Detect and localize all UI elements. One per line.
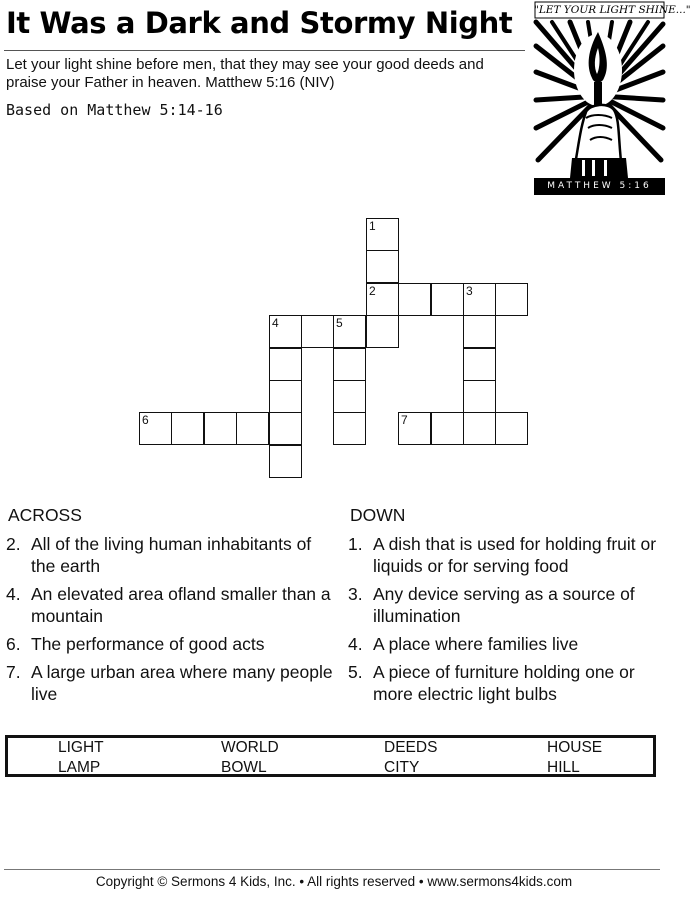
cell-clue-number: 1 — [369, 219, 376, 233]
clue-text: A dish that is used for holding fruit or liquids or for serving food — [373, 534, 657, 576]
crossword-cell[interactable] — [269, 445, 302, 478]
crossword-cell[interactable] — [366, 283, 399, 316]
crossword-cell[interactable] — [463, 315, 496, 348]
clue-number: 2. — [6, 534, 21, 554]
clue-item — [348, 583, 668, 627]
crossword-cell[interactable] — [366, 250, 399, 283]
crossword-cell[interactable] — [333, 380, 366, 413]
cell-clue-number: 3 — [466, 284, 473, 298]
logo-caption: "LET YOUR LIGHT SHINE..." — [534, 4, 691, 16]
cell-clue-number: 5 — [336, 316, 343, 330]
across-clue-list — [6, 533, 336, 705]
crossword-cell[interactable] — [366, 315, 399, 348]
crossword-cell[interactable] — [301, 315, 334, 348]
clue-text: The performance of good acts — [31, 634, 265, 654]
clue-text: All of the living human inhabitants of the earth — [31, 534, 312, 576]
word-bank — [5, 735, 656, 777]
clue-number: 5. — [348, 662, 363, 682]
clue-item — [348, 661, 668, 705]
cell-clue-number: 6 — [142, 413, 149, 427]
crossword-cell[interactable] — [463, 348, 496, 381]
clue-text: Any device serving as a source of illumination — [373, 584, 635, 626]
crossword-cell[interactable] — [269, 348, 302, 381]
crossword-cell[interactable] — [398, 283, 431, 316]
crossword-cell[interactable] — [333, 348, 366, 381]
crossword-cell[interactable] — [333, 412, 366, 445]
crossword-cell[interactable] — [139, 412, 172, 445]
crossword-cell[interactable] — [463, 283, 496, 316]
footer-divider — [4, 869, 660, 870]
crossword-cell[interactable] — [463, 380, 496, 413]
logo-reference: MATTHEW 5:16 — [547, 181, 652, 191]
word-bank-item: LAMP — [58, 759, 101, 776]
crossword-cell[interactable] — [269, 315, 302, 348]
clue-text: An elevated area ofland smaller than a mountain — [31, 584, 331, 626]
clue-number: 6. — [6, 634, 21, 654]
crossword-cell[interactable] — [495, 283, 528, 316]
across-clues — [6, 503, 336, 711]
crossword-cell[interactable] — [333, 315, 366, 348]
crossword-cell[interactable] — [431, 412, 464, 445]
down-clues — [348, 503, 668, 711]
crossword-cell[interactable] — [236, 412, 269, 445]
crossword-cell[interactable] — [366, 218, 399, 251]
clue-item — [6, 633, 336, 655]
crossword-cell[interactable] — [269, 412, 302, 445]
crossword-cell[interactable] — [398, 412, 431, 445]
crossword-cell[interactable] — [495, 412, 528, 445]
clue-text: A piece of furniture holding one or more electric light bulbs — [373, 662, 635, 704]
let-your-light-shine-logo — [534, 0, 691, 195]
clue-number: 4. — [6, 584, 21, 604]
title-divider — [4, 50, 525, 51]
page-title: It Was a Dark and Stormy Night — [6, 6, 513, 40]
word-bank-item: DEEDS — [384, 739, 438, 756]
cell-clue-number: 4 — [272, 316, 279, 330]
crossword-cell[interactable] — [431, 283, 464, 316]
clue-item — [6, 661, 336, 705]
word-bank-item: WORLD — [221, 739, 279, 756]
clue-item — [6, 583, 336, 627]
crossword-cell[interactable] — [204, 412, 237, 445]
clue-text: A large urban area where many people live — [31, 662, 333, 704]
word-bank-item: LIGHT — [58, 739, 104, 756]
cell-clue-number: 2 — [369, 284, 376, 298]
clue-number: 7. — [6, 662, 21, 682]
down-clue-list — [348, 533, 668, 705]
bible-verse: Let your light shine before men, that they may see your good deeds and praise your Father in heaven. Matthew 5:16 (NIV) — [6, 56, 484, 91]
clue-text: A place where families live — [373, 634, 579, 654]
copyright-footer: Copyright © Sermons 4 Kids, Inc. • All rights reserved • www.sermons4kids.com — [95, 874, 573, 889]
word-bank-item: HOUSE — [547, 739, 603, 756]
clue-item — [348, 533, 668, 577]
clue-item — [348, 633, 668, 655]
across-heading: ACROSS — [8, 505, 82, 525]
word-bank-item: BOWL — [221, 759, 267, 776]
word-bank-item: CITY — [384, 759, 420, 776]
clue-item — [6, 533, 336, 577]
clue-number: 3. — [348, 584, 363, 604]
word-bank-item: HILL — [547, 759, 580, 776]
crossword-cell[interactable] — [463, 412, 496, 445]
crossword-cell[interactable] — [171, 412, 204, 445]
crossword-cell[interactable] — [269, 380, 302, 413]
clue-number: 1. — [348, 534, 363, 554]
hand-candle-icon — [534, 0, 691, 195]
clue-number: 4. — [348, 634, 363, 654]
cell-clue-number: 7 — [401, 413, 408, 427]
scripture-reference: Based on Matthew 5:14-16 — [6, 101, 223, 119]
down-heading: DOWN — [350, 505, 406, 525]
